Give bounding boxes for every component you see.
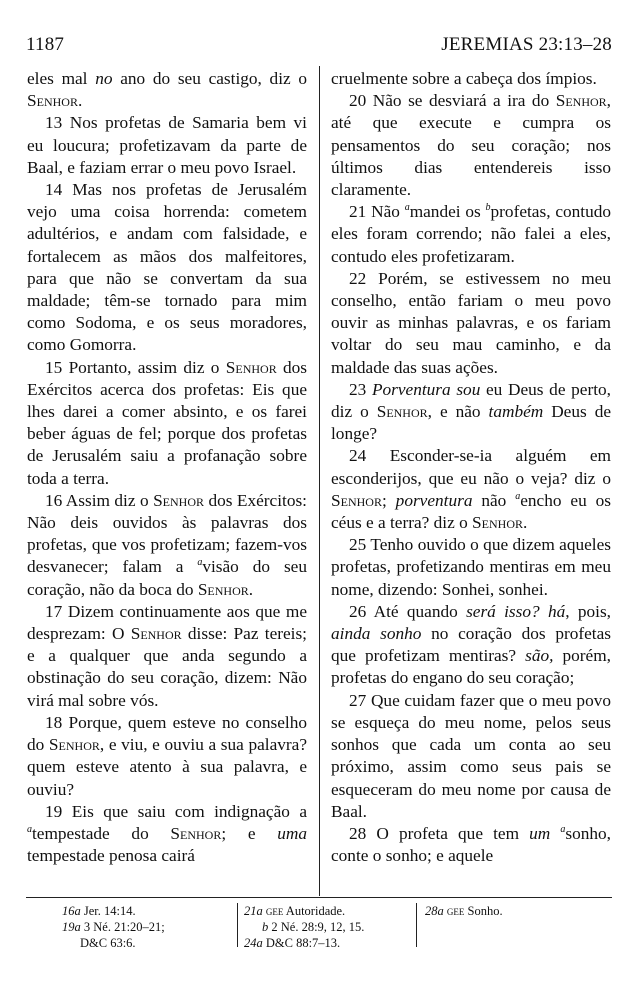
verse-16: 16 Assim diz o Senhor dos Exércitos: Não deis ouvidos às palavras dos profetas, que vos profetizam; fazem-vos desvanecer; falam a $^a$visão do seu coração, não da boca do Senhor. [27,490,307,599]
verse-21: 21 Não $^a$mandei os $^b$profetas, contudo eles foram correndo; não falei a eles, contudo eles profetizaram. [331,202,611,266]
footnotes-column-2 [237,903,414,950]
footnote-marker[interactable]: b [485,202,491,214]
running-head: JEREMIAS 23:13–28 [441,34,612,55]
verse-17: 17 Dizem continuamente aos que me desprezam: O Senhor disse: Paz tereis; e a qualquer que anda segundo a obstinação do seu coração, dizem: Não virá mal sobre vós. [27,601,307,710]
verse-12-continuation: eles mal no ano do seu castigo, diz o Senhor. [27,69,308,111]
column-divider [319,66,320,896]
footnote-entry[interactable]: 21a gee Autoridade. [244,904,346,918]
verse-19-continuation: cruelmente sobre a cabeça dos ímpios. [331,69,597,88]
footnote-marker[interactable]: a [560,824,566,836]
page-header [26,34,612,60]
verse-18: 18 Porque, quem esteve no conselho do Senhor, e viu, e ouviu a sua palavra? quem esteve atento à sua palavra, e ouviu? [27,712,307,799]
verse-15: 15 Portanto, assim diz o Senhor dos Exércitos acerca dos profetas: Eis que lhes darei a comer absinto, e os farei beber águas de fel; porque dos profetas de Jerusalém saiu a profanação sobre toda a terra. [27,357,308,488]
footnote-entry[interactable]: 28a gee Sonho. [425,904,503,918]
footnote-marker[interactable]: a [197,557,203,569]
footnote-marker[interactable]: a [515,491,521,503]
verse-26: 26 Até quando será isso? há, pois, ainda sonho no coração dos profetas que profetizam mentiras? são, porém, profetas do engano do seu coração; [331,601,611,688]
verse-22: 22 Porém, se estivessem no meu conselho, então fariam o meu povo ouvir as minhas palavras, e os fariam voltar do seu mau caminho, e da maldade das suas ações. [331,268,611,377]
footnote-marker[interactable]: a [404,202,410,214]
footnote-entry[interactable]: 16a Jer. 14:14. [62,904,136,918]
page-number: 1187 [26,34,65,55]
verse-14: 14 Mas nos profetas de Jerusalém vejo uma coisa horrenda: cometem adultérios, e andam com falsidade, e fortalecem as mãos dos malfeitores, para que não se convertam da sua maldade; têm-se tornado para mim como Sodoma, e os seus moradores, como Gomorra. [27,180,307,355]
verse-28: 28 O profeta que tem um $^a$sonho, conte o sonho; e aquele [331,823,611,866]
footnote-entry[interactable]: b 2 Né. 28:9, 12, 15. [262,920,365,934]
footnote-divider [26,897,612,898]
verse-23: 23 Porventura sou eu Deus de perto, diz o Senhor, e não também Deus de longe? [331,379,612,444]
verse-13: 13 Nos profetas de Samaria bem vi eu loucura; profetizavam da parte de Baal, e faziam errar o meu povo Israel. [27,113,307,177]
verse-19: 19 Eis que saiu com indignação a $^a$tempestade do Senhor; e uma tempestade penosa cairá [27,801,307,866]
left-column [27,68,307,867]
verse-20: 20 Não se desviará a ira do Senhor, até que execute e cumpra os pensamentos do seu coração; nos últimos dias entendereis isso claramente. [331,91,611,200]
footnote-entry[interactable]: 19a 3 Né. 21:20–21; [62,920,165,934]
verse-27: 27 Que cuidam fazer que o meu povo se esqueça do meu nome, pelos seus sonhos que cada um conta ao seu próximo, assim como seus pais se esqueceram do meu nome por causa de Baal. [331,690,611,821]
footnotes-column-1 [62,903,222,951]
footnote-entry[interactable]: 24a D&C 88:7–13. [244,936,341,950]
footnotes-column-3 [416,903,605,947]
verse-24: 24 Esconder-se-ia alguém em esconderijos, que eu não o veja? diz o Senhor; porventura não $^a$encho eu os céus e a terra? diz o Senhor. [331,446,612,533]
right-column [331,68,611,867]
footnote-entry[interactable]: D&C 63:6. [80,936,136,950]
footnote-marker[interactable]: a [27,824,32,836]
verse-25: 25 Tenho ouvido o que dizem aqueles profetas, profetizando mentiras em meu nome, dizendo: Sonhei, sonhei. [331,535,611,599]
